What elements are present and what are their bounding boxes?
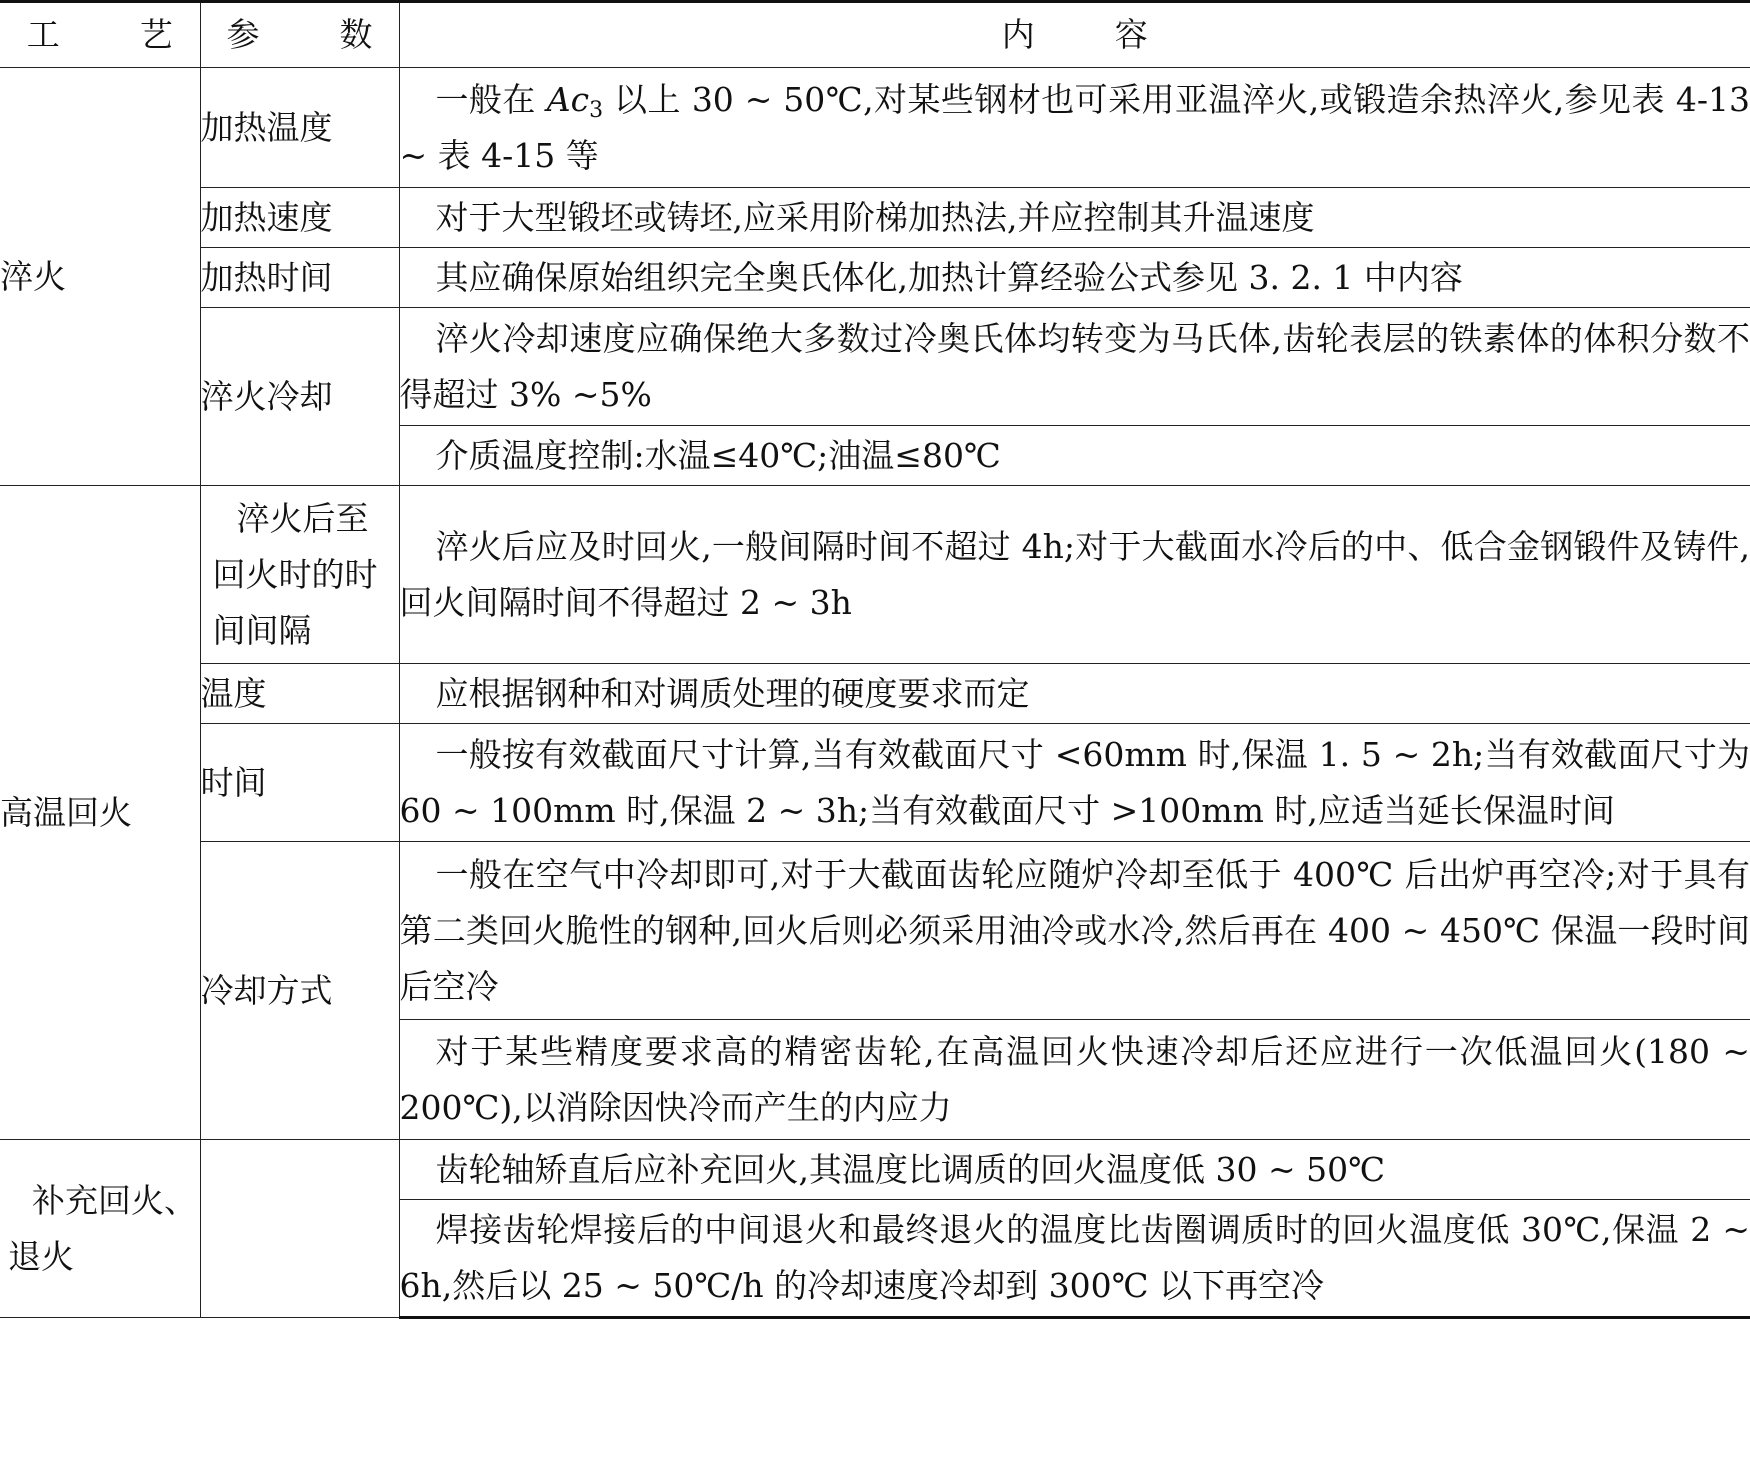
header-content: 内容 bbox=[399, 2, 1750, 68]
table-row bbox=[0, 724, 1750, 842]
content-temper-time: 一般按有效截面尺寸计算,当有效截面尺寸 <60mm 时,保温 1. 5 ~ 2h;当有效截面尺寸为 60 ~ 100mm 时,保温 2 ~ 3h;当有效截面尺寸 >100mm 时,应适当延长保温时间 bbox=[399, 724, 1750, 842]
param-heating-temp: 加热温度 bbox=[200, 68, 399, 188]
content-cooling-method-2: 对于某些精度要求高的精密齿轮,在高温回火快速冷却后还应进行一次低温回火(180 ~ 200℃),以消除因快冷而产生的内应力 bbox=[399, 1020, 1750, 1140]
content-supplement-1: 齿轮轴矫直后应补充回火,其温度比调质的回火温度低 30 ~ 50℃ bbox=[399, 1140, 1750, 1200]
param-heating-time: 加热时间 bbox=[200, 248, 399, 308]
content-heating-speed: 对于大型锻坯或铸坯,应采用阶梯加热法,并应控制其升温速度 bbox=[399, 188, 1750, 248]
param-temper-temp: 温度 bbox=[200, 664, 399, 724]
content-heating-temp: 一般在 $Ac_3$ 以上 30 ~ 50℃,对某些钢材也可采用亚温淬火,或锻造余热淬火,参见表 4-13 ~ 表 4-15 等 bbox=[399, 68, 1750, 188]
param-heating-speed: 加热速度 bbox=[200, 188, 399, 248]
param-interval: 淬火后至回火时的时间间隔 bbox=[200, 486, 399, 664]
header-parameter: 参数 bbox=[200, 2, 399, 68]
table-row bbox=[0, 188, 1750, 248]
process-quench: 淬火 bbox=[0, 68, 200, 486]
content-quench-cooling-1: 淬火冷却速度应确保绝大多数过冷奥氏体均转变为马氏体,齿轮表层的铁素体的体积分数不得超过 3% ~5% bbox=[399, 308, 1750, 426]
table-row bbox=[0, 664, 1750, 724]
content-interval: 淬火后应及时回火,一般间隔时间不超过 4h;对于大截面水冷后的中、低合金钢锻件及铸件,回火间隔时间不得超过 2 ~ 3h bbox=[399, 486, 1750, 664]
table-row bbox=[0, 308, 1750, 426]
process-tempering: 高温回火 bbox=[0, 486, 200, 1140]
param-supplement bbox=[200, 1140, 399, 1318]
table-row bbox=[0, 842, 1750, 1020]
content-cooling-method-1: 一般在空气中冷却即可,对于大截面齿轮应随炉冷却至低于 400℃ 后出炉再空冷;对于具有第二类回火脆性的钢种,回火后则必须采用油冷或水冷,然后再在 400 ~ 450℃ 保温一段时间后空冷 bbox=[399, 842, 1750, 1020]
table-row bbox=[0, 248, 1750, 308]
header-process: 工艺 bbox=[0, 2, 200, 68]
param-cooling-method: 冷却方式 bbox=[200, 842, 399, 1140]
param-temper-time: 时间 bbox=[200, 724, 399, 842]
table-row bbox=[0, 68, 1750, 188]
content-supplement-2: 焊接齿轮焊接后的中间退火和最终退火的温度比齿圈调质时的回火温度低 30℃,保温 2 ~ 6h,然后以 25 ~ 50℃/h 的冷却速度冷却到 300℃ 以下再空冷 bbox=[399, 1200, 1750, 1318]
content-temper-temp: 应根据钢种和对调质处理的硬度要求而定 bbox=[399, 664, 1750, 724]
table-row bbox=[0, 1140, 1750, 1200]
content-quench-cooling-2: 介质温度控制:水温≤40℃;油温≤80℃ bbox=[399, 426, 1750, 486]
process-supplement: 补充回火、退火 bbox=[0, 1140, 200, 1318]
table-row bbox=[0, 486, 1750, 664]
param-quench-cooling: 淬火冷却 bbox=[200, 308, 399, 486]
header-row bbox=[0, 2, 1750, 68]
content-heating-time: 其应确保原始组织完全奥氏体化,加热计算经验公式参见 3. 2. 1 中内容 bbox=[399, 248, 1750, 308]
